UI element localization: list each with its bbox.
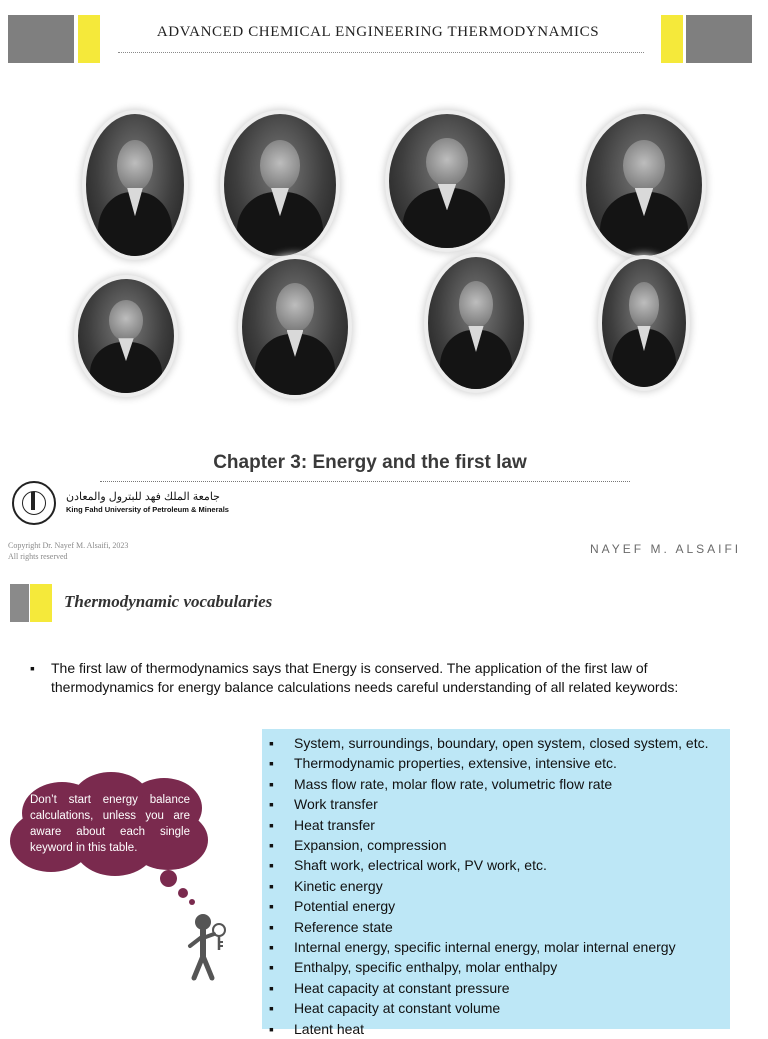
portrait-5 [78,279,174,393]
list-item: ▪ Shaft work, electrical work, PV work, etc. [269,855,708,875]
portrait-1 [86,114,184,256]
thought-bubble-dot-3 [189,899,195,905]
list-item: ▪ Work transfer [269,794,708,814]
thinking-figure-icon [182,910,228,982]
section-gray-block [10,584,29,622]
thought-bubble-dot-2 [178,888,188,898]
header-divider [118,52,644,53]
copyright-line-2: All rights reserved [8,552,68,561]
chapter-divider [100,481,630,482]
list-item: ▪ Internal energy, specific internal energy, molar internal energy [269,937,708,957]
callout-text: Don’t start energy balance calculations, unless you are aware about each single keyword in this table. [30,794,190,854]
list-item: ▪ Potential energy [269,896,708,916]
university-name-arabic: جامعة الملك فهد للبترول والمعادن [66,491,220,503]
keyword-list [269,733,708,1039]
intro-paragraph [30,659,730,697]
copyright-notice [8,540,128,562]
list-item: ▪ Kinetic energy [269,876,708,896]
course-title: ADVANCED CHEMICAL ENGINEERING THERMODYNAMICS [156,24,600,40]
list-item: ▪ Mass flow rate, molar flow rate, volumetric flow rate [269,774,708,794]
portrait-2 [224,114,336,256]
thought-bubble-dot-1 [160,870,177,887]
university-name-english: King Fahd University of Petroleum & Minerals [66,505,229,514]
list-item: ▪ Enthalpy, specific enthalpy, molar enthalpy [269,957,708,977]
intro-text: The first law of thermodynamics says that Energy is conserved. The application of the first law of thermodynamics for energy balance calculations needs careful understanding of all related keywords: [51,660,679,695]
list-item: ▪ Heat transfer [269,815,708,835]
header-gray-block-right [686,15,752,63]
section-yellow-block [30,584,52,622]
portrait-3 [389,114,505,248]
list-item: ▪ Thermodynamic properties, extensive, intensive etc. [269,753,708,773]
section-title: Thermodynamic vocabularies [64,592,273,611]
header-yellow-block-right [661,15,683,63]
list-item: ▪ Heat capacity at constant pressure [269,978,708,998]
chapter-title: Chapter 3: Energy and the first law [213,452,527,473]
header-yellow-block-left [78,15,100,63]
list-item: ▪ Reference state [269,917,708,937]
portrait-8 [602,259,686,387]
list-item: ▪ Expansion, compression [269,835,708,855]
author-name: NAYEF M. ALSAIFI [590,542,742,556]
bullet-icon: ▪ [30,660,35,676]
copyright-line-1: Copyright Dr. Nayef M. Alsaifi, 2023 [8,541,129,550]
list-item: ▪ Latent heat [269,1019,708,1039]
header-gray-block-left [8,15,74,63]
list-item: ▪ Heat capacity at constant volume [269,998,708,1018]
university-logo-icon [12,481,56,525]
portrait-6 [242,259,348,395]
portrait-7 [428,257,524,389]
portrait-4 [586,114,702,256]
list-item: ▪ System, surroundings, boundary, open system, closed system, etc. [269,733,708,753]
